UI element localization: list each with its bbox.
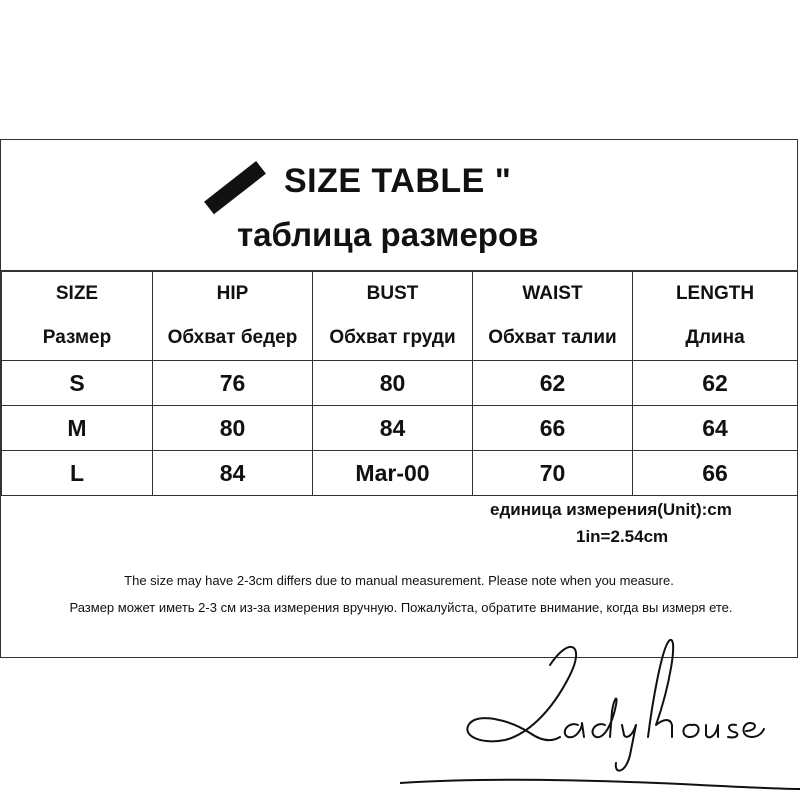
table-cell: 84 bbox=[313, 406, 473, 451]
table-row bbox=[2, 361, 798, 406]
measurement-note-english: The size may have 2-3cm differs due to manual measurement. Please note when you measure. bbox=[124, 573, 674, 588]
column-header-en: HIP bbox=[216, 283, 249, 304]
title-block bbox=[1, 140, 797, 271]
column-header-ru: Обхват талии bbox=[488, 327, 617, 348]
title-accent-bar bbox=[204, 161, 266, 214]
column-header bbox=[153, 272, 313, 361]
column-header-ru: Длина bbox=[685, 327, 745, 348]
measurement-note-russian: Размер может иметь 2-3 см из-за измерения вручную. Пожалуйста, обратите внимание, когда вы измеря ете. bbox=[69, 600, 733, 615]
column-header-ru: Размер bbox=[42, 327, 112, 348]
table-cell: 76 bbox=[153, 361, 313, 406]
column-header-en: LENGTH bbox=[675, 283, 755, 304]
table-cell: 70 bbox=[473, 451, 633, 496]
table-cell: 66 bbox=[633, 451, 798, 496]
column-header-en: BUST bbox=[366, 283, 419, 304]
table-cell: M bbox=[2, 406, 153, 451]
title-russian: таблица размеров bbox=[237, 216, 539, 253]
unit-conversion: 1in=2.54cm bbox=[576, 527, 669, 546]
table-cell: 80 bbox=[313, 361, 473, 406]
column-header-en: WAIST bbox=[522, 283, 583, 304]
unit-label: единица измерения(Unit):cm bbox=[490, 500, 732, 519]
table-cell: 62 bbox=[473, 361, 633, 406]
table-cell: 64 bbox=[633, 406, 798, 451]
table-cell: L bbox=[2, 451, 153, 496]
column-header bbox=[473, 272, 633, 361]
signature-logo bbox=[400, 625, 800, 800]
table-cell: S bbox=[2, 361, 153, 406]
column-header-ru: Обхват бедер bbox=[167, 327, 298, 348]
title-english: SIZE TABLE " bbox=[284, 162, 512, 200]
table-cell: 84 bbox=[153, 451, 313, 496]
table-header-row bbox=[2, 272, 798, 361]
size-table bbox=[1, 271, 798, 496]
table-cell: 80 bbox=[153, 406, 313, 451]
table-cell: 66 bbox=[473, 406, 633, 451]
column-header bbox=[313, 272, 473, 361]
table-row bbox=[2, 406, 798, 451]
size-chart bbox=[0, 139, 798, 658]
column-header-ru: Обхват груди bbox=[329, 327, 456, 348]
column-header bbox=[2, 272, 153, 361]
column-header-en: SIZE bbox=[55, 283, 99, 304]
column-header bbox=[633, 272, 798, 361]
table-row bbox=[2, 451, 798, 496]
table-cell: 62 bbox=[633, 361, 798, 406]
table-cell: Mar-00 bbox=[313, 451, 473, 496]
